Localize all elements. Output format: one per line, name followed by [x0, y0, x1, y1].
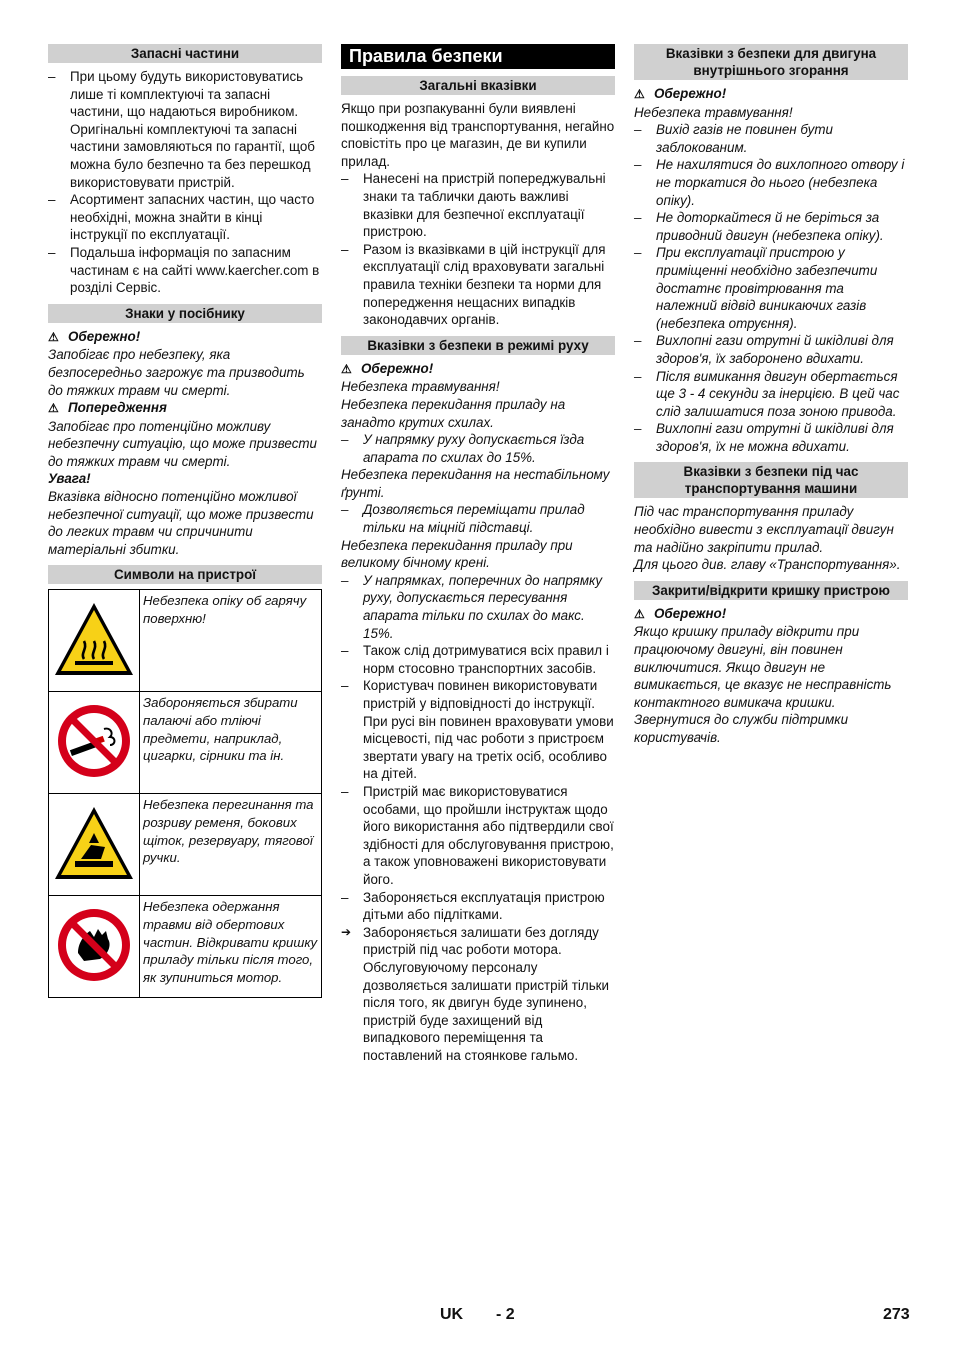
warning-triangle-icon: ⚠ — [48, 401, 59, 416]
caution-label: ⚠ Обережно! — [341, 360, 615, 379]
cover-text: Якщо кришку приладу відкрити при працюючому двигуні, він повинен виключитися. Якщо двигун не вимикається, це вказує не несправність контактного вимикача кришки. Звернутися до служби підтримки користувачів. — [634, 624, 892, 745]
list-item: – У напрямку руху допускається їзда апарата по схилах до 15%. — [341, 431, 615, 466]
list-item: – Не доторкайтеся й не беріться за приводний двигун (небезпека опіку). — [634, 209, 908, 244]
hot-surface-warning-icon — [51, 599, 137, 679]
warning-triangle-icon: ⚠ — [48, 329, 59, 344]
list-item: – Забороняється експлуатація пристрою дітьми або підлітками. — [341, 889, 615, 924]
transport-text: Під час транспортування приладу необхідно вивести з експлуатації двигун та надійно закріпити прилад. — [634, 504, 894, 555]
no-burning-objects-icon — [54, 701, 134, 781]
list-item: – Вихлопні гази отрутні й шкідливі для здоров'я, їх заборонено вдихати. — [634, 332, 908, 367]
list-item: – Не нахилятися до вихлопного отвору і не торкатися до нього (небезпека опіку). — [634, 156, 908, 209]
page-title: Правила безпеки — [341, 44, 615, 69]
list-item: – Разом із вказівками в цій інструкції для експлуатації слід враховувати загальні правила техніки безпеки та норми для попередження нещасних випадків законодавчих органів. — [341, 241, 615, 329]
symbol-text: Небезпека одержання травми від обертових частин. Відкривати кришку приладу тільки після того, як зупиниться мотор. — [140, 896, 322, 998]
footer-page-number: 273 — [883, 1306, 910, 1323]
warning-triangle-icon: ⚠ — [341, 361, 352, 376]
section-title-driving: Вказівки з безпеки в режимі руху — [341, 336, 615, 355]
table-row — [49, 590, 322, 692]
list-item: – При цьому будуть використовуватись лише ті комплектуючі та запасні частини, що надаються виробником. Оригінальні комплектуючі та запасні частини замовляються по гарантії, щоб можна було безпечно та без перешкод використовувати пристрій. — [48, 68, 322, 191]
table-row — [49, 692, 322, 794]
column-middle — [341, 44, 615, 1064]
section-title-device-symbols: Символи на пристрої — [48, 565, 322, 584]
list-item: – Після вимикання двигун обертається ще 3 - 4 секунди за інерцією. В цей час слід залишатися поза зоною привода. — [634, 368, 908, 421]
warning-text: Запобігає про потенційно можливу небезпечну ситуацію, що може призвести до тяжких травм чи смерті. — [48, 418, 317, 469]
list-item: – Вихід газів не повинен бути заблокованим. — [634, 121, 908, 156]
section-title-transport: Вказівки з безпеки під час транспортування машини — [634, 462, 908, 498]
list-item: – При експлуатації пристрою у приміщенні необхідно забезпечити достатнє провітрювання та належний відвід виникаючих газів (небезпека отруєння). — [634, 244, 908, 332]
warning-triangle-icon: ⚠ — [634, 606, 645, 621]
table-row — [49, 794, 322, 896]
tip-unstable: Небезпека перекидання на нестабільному ґрунті. — [341, 467, 610, 500]
tip-lateral: Небезпека перекидання приладу при великому бічному крені. — [341, 537, 573, 571]
attention-text: Вказівка відносно потенційно можливої небезпечної ситуації, що може призвести до легких травм чи спричинити матеріальні збитки. — [48, 489, 314, 557]
symbol-text: Небезпека перегинання та розриву ременя, бокових щіток, резервуару, тягової ручки. — [140, 794, 322, 896]
list-item: ➔ Забороняється залишати без догляду пристрій під час роботи мотора. Обслуговуючому персоналу дозволяється залишати пристрій тільки після того, як двигун буде зупинено, пристрій буде захищений від випадкового переміщення та поставлений на стоянкове гальмо. — [341, 924, 615, 1065]
symbol-text: Небезпека опіку об гарячу поверхню! — [140, 590, 322, 692]
list-item: – Нанесені на пристрій попереджувальні знаки та таблички дають важливі вказівки для безпечної експлуатації пристрою. — [341, 170, 615, 240]
caution-label: ⚠ Обережно! — [634, 605, 908, 624]
general-list — [341, 170, 615, 328]
warning-triangle-icon: ⚠ — [634, 87, 645, 101]
list-item: – Користувач повинен використовувати пристрій у відповідності до інструкції. При русі він повинен враховувати умови місцевості, під час роботи з пристроєм звертати увагу на третіх осіб, особливо на дітей. — [341, 677, 615, 783]
footer-section: - 2 — [496, 1306, 515, 1323]
column-right — [634, 44, 908, 747]
list-item: – Подальша інформація по запасним частинам є на сайті www.kaercher.com в розділі Сервіс. — [48, 244, 322, 297]
symbol-text: Забороняється збирати палаючі або тліючі предмети, наприклад, цигарки, сірники та ін. — [140, 692, 322, 794]
section-title-engine: Вказівки з безпеки для двигуна внутрішнього згорання — [634, 44, 908, 80]
injury-risk: Небезпека травмування! — [341, 379, 500, 395]
crush-hazard-warning-icon — [51, 803, 137, 883]
caution-label: ⚠ Обережно! — [634, 85, 908, 104]
table-row — [49, 896, 322, 998]
engine-list — [634, 121, 908, 455]
transport-ref: Для цього див. главу «Транспортування». — [634, 557, 901, 573]
general-intro: Якщо при розпакуванні були виявлені пошкодження від транспортування, негайно сповістіть про це магазин, де ви купили прилад. — [341, 101, 615, 169]
warning-label: ⚠ Попередження — [48, 399, 322, 418]
caution-label: ⚠ Обережно! — [48, 328, 322, 347]
list-item: – Дозволяється переміщати прилад тільки на міцній підставці. — [341, 501, 615, 536]
list-item: – Асортимент запасних частин, що часто необхідні, можна знайти в кінці інструкції по експлуатації. — [48, 191, 322, 244]
list-item: – У напрямках, поперечних до напрямку руху, допускається пересування апарата тільки по схилах до макс. 15%. — [341, 572, 615, 642]
list-item: – Пристрій має використовуватися особами, що пройшли інструктаж щодо його використання або підтвердили свої здібності для обслуговування пристрою, а також уповноважені використовувати його. — [341, 783, 615, 889]
caution-text: Запобігає про небезпеку, яка безпосередньо загрожує та призводить до тяжких травм чи смерті. — [48, 347, 305, 398]
symbols-table — [48, 589, 322, 998]
tip-steep: Небезпека перекидання приладу на занадто крутих схилах. — [341, 396, 566, 430]
driving-list — [341, 642, 615, 1064]
attention-label: Увага! — [48, 471, 91, 487]
section-title-general: Загальні вказівки — [341, 76, 615, 95]
column-left — [48, 44, 322, 998]
spare-parts-list — [48, 68, 322, 297]
list-item: – Також слід дотримуватися всіх правил і норм стосовно транспортних засобів. — [341, 642, 615, 677]
section-title-manual-signs: Знаки у посібнику — [48, 304, 322, 323]
injury-risk: Небезпека травмування! — [634, 104, 793, 120]
section-title-cover: Закрити/відкрити кришку пристрою — [634, 581, 908, 600]
list-item: – Вихлопні гази отрутні й шкідливі для здоров'я, їх не можна вдихати. — [634, 420, 908, 455]
footer-language: UK — [440, 1306, 464, 1323]
no-hands-rotating-parts-icon — [54, 905, 134, 985]
section-title-spare-parts: Запасні частини — [48, 44, 322, 63]
